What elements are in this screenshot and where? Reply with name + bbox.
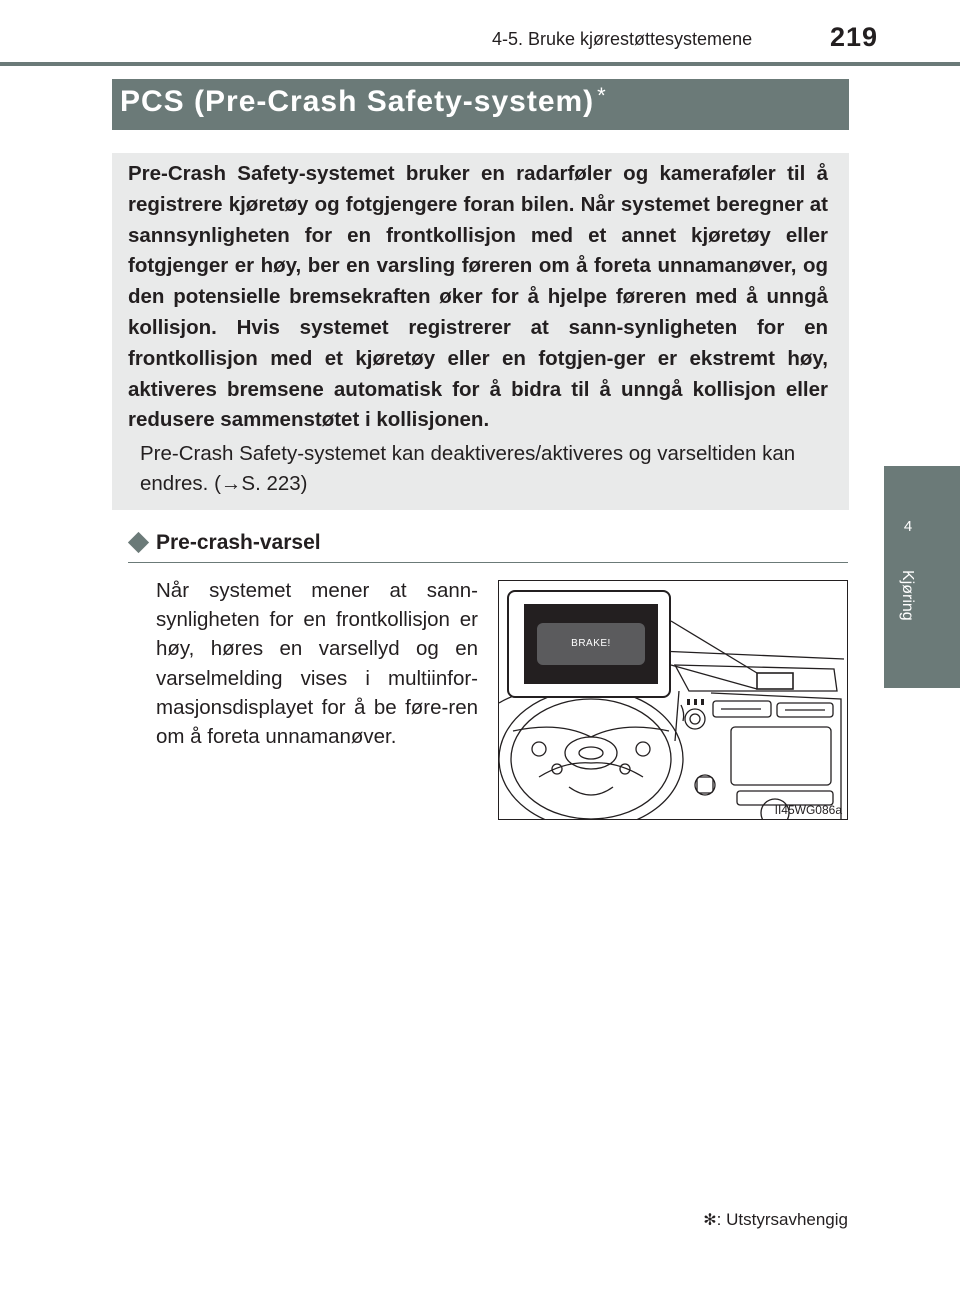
subsection-divider bbox=[128, 562, 848, 563]
subsection-heading-text: Pre-crash-varsel bbox=[156, 531, 321, 554]
page-reference-link[interactable]: S. 223) bbox=[241, 472, 308, 495]
page-number: 219 bbox=[830, 22, 879, 52]
section-title-bar bbox=[112, 79, 849, 130]
subsection-heading bbox=[128, 531, 321, 555]
page-title bbox=[120, 85, 607, 119]
header-divider bbox=[0, 62, 960, 66]
brake-warning-message: BRAKE! bbox=[537, 623, 645, 665]
optional-equipment-asterisk: * bbox=[597, 83, 607, 108]
footnote bbox=[703, 1210, 848, 1230]
diamond-bullet-icon bbox=[128, 532, 149, 553]
chapter-label: Kjøring bbox=[899, 570, 916, 621]
intro-note-text: Pre-Crash Safety-systemet kan deaktiveres/aktiveres og varseltiden kan endres. ( bbox=[140, 442, 796, 495]
chapter-number: 4 bbox=[903, 518, 913, 535]
asterisk-icon: ✻ bbox=[703, 1212, 717, 1229]
arrow-icon: → bbox=[220, 472, 242, 495]
intro-box bbox=[112, 153, 849, 510]
page-title-text: PCS (Pre-Crash Safety-system) bbox=[120, 85, 595, 118]
header-section-title: 4-5. Bruke kjørestøttesystemene bbox=[492, 29, 753, 49]
chapter-tab bbox=[884, 466, 960, 688]
footnote-text: : Utstyrsavhengig bbox=[716, 1210, 848, 1229]
intro-text: Pre-Crash Safety-systemet bruker en radarføler og kameraføler til å registrere kjøretøy og fotgjengere foran bilen. Når systemet beregner at sannsynligheten for en frontkollisjon med et annet kjøretøy eller fotgjenger er høy, ber en varsling føreren om å foreta unnamanøver, og den potensielle bremsekraften øker for å hjelpe føreren med å unngå kollisjon. Hvis systemet registrerer at sann-synligheten for en frontkollisjon med et kjøretøy eller en fotgjen-ger er ekstremt høy, aktiveres bremsene automatisk for å bidra til å unngå kollisjon eller redusere sammenstøtet i kollisjonen. bbox=[128, 162, 828, 432]
dashboard-illustration bbox=[498, 580, 848, 820]
intro-note bbox=[140, 439, 830, 499]
multi-info-display bbox=[524, 604, 658, 684]
body-paragraph: Når systemet mener at sann-synligheten for en frontkollisjon er høy, høres en varsellyd og en varselmelding vises i multiinfor-masjonsdisplayet for å be føre-ren om å foreta unnamanøver. bbox=[156, 579, 478, 749]
display-callout bbox=[507, 590, 671, 698]
figure-code: II45WG086a bbox=[774, 803, 842, 817]
